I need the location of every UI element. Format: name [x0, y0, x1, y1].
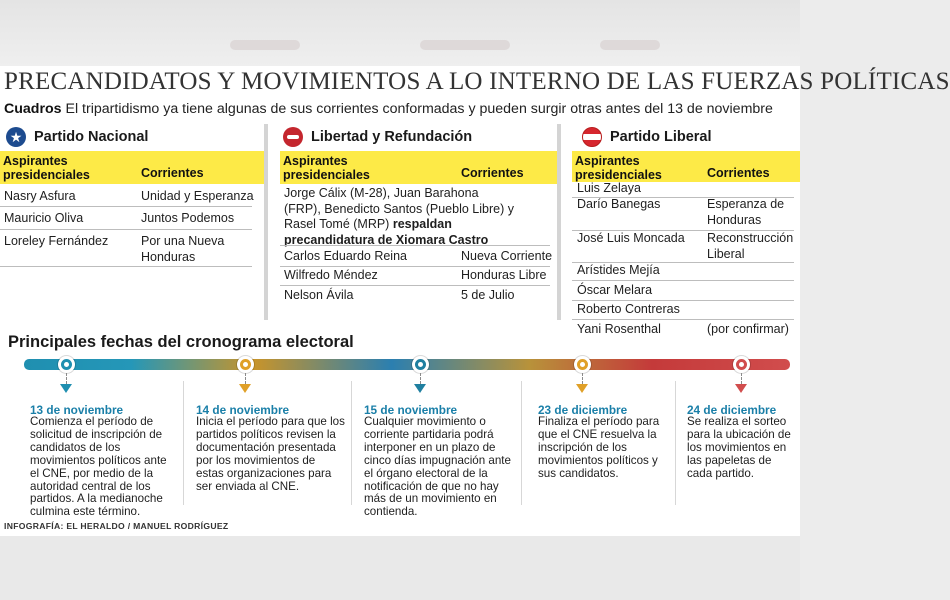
timeline-title: Principales fechas del cronograma electoral [8, 333, 354, 351]
row-divider [280, 245, 550, 246]
event-separator [521, 381, 522, 505]
row-divider [0, 229, 252, 230]
column-separator [264, 124, 268, 320]
row-divider [280, 266, 550, 267]
row-divider [572, 300, 794, 301]
aspirant-name: Yani Rosenthal [577, 322, 661, 336]
corriente-name: (por confirmar) [707, 322, 789, 336]
timeline-node [412, 356, 429, 373]
event-separator [183, 381, 184, 505]
corriente-name: Nueva Corriente [461, 249, 553, 263]
party-nacional-table-header [0, 151, 264, 184]
event-description: Se realiza el sorteo para la ubicación de los movimientos en las papeletas de cada partido. [687, 415, 791, 480]
party-nacional-name: Partido Nacional [34, 129, 149, 145]
timeline-node [237, 356, 254, 373]
liberal-flag-icon [582, 127, 602, 147]
subtitle-label: Cuadros [4, 101, 62, 117]
party-liberal-table-header [572, 151, 800, 182]
row-divider [280, 285, 550, 286]
aspirant-name: Wilfredo Méndez [284, 268, 378, 282]
infographic-subtitle [4, 101, 773, 117]
corriente-name: 5 de Julio [461, 288, 515, 302]
event-date: 15 de noviembre [364, 403, 458, 417]
party-liberal-header [582, 126, 712, 148]
column-separator [557, 124, 561, 320]
timeline-node [574, 356, 591, 373]
star-icon: ★ [6, 127, 26, 147]
aspirant-name: Mauricio Oliva [4, 211, 84, 225]
timeline-connector [245, 373, 246, 384]
party-nacional-header [6, 126, 148, 148]
row-divider [0, 266, 252, 267]
aspirant-name: José Luis Moncada [577, 231, 685, 245]
corriente-name: Honduras Libre [461, 268, 547, 282]
arrow-down-icon [414, 384, 426, 393]
corrientes-column-header: Corrientes [461, 166, 524, 180]
infographic-title: PRECANDIDATOS Y MOVIMIENTOS A LO INTERNO DE LAS FUERZAS POLÍTICAS [4, 68, 950, 95]
party-libre-header [283, 126, 472, 148]
event-separator [675, 381, 676, 505]
corriente-name: Unidad y Esperanza [141, 189, 254, 203]
arrow-down-icon [735, 384, 747, 393]
aspirant-name: Carlos Eduardo Reina [284, 249, 407, 263]
party-libre-table-header [280, 151, 557, 184]
infographic-credit: INFOGRAFÍA: EL HERALDO / MANUEL RODRÍGUEZ [4, 521, 229, 531]
event-date: 24 de diciembre [687, 403, 777, 417]
party-libre-name: Libertad y Refundación [311, 129, 473, 145]
event-description: Cualquier movimiento o corriente partidaria podrá interponer en un plazo de cinco días impugnación ante el órgano electoral de la notificación de que no hay más de un movimiento en contienda. [364, 415, 511, 519]
arrow-down-icon [576, 384, 588, 393]
arrow-down-icon [239, 384, 251, 393]
event-description: Comienza el período de solicitud de inscripción de candidatos de los movimientos políticos ante el CNE, por medio de la autoridad central de los partidos. A la medianoche culmina este término. [30, 415, 167, 519]
timeline-node [733, 356, 750, 373]
blurred-bottom-background [0, 536, 800, 600]
corriente-name: Juntos Podemos [141, 211, 235, 225]
row-divider [0, 206, 252, 207]
corrientes-column-header: Corrientes [141, 166, 204, 180]
aspirant-name: Luis Zelaya [577, 181, 641, 195]
corrientes-column-header: Corrientes [707, 166, 770, 180]
timeline-connector [66, 373, 67, 384]
coalition-note-text: Jorge Cálix (M-28), Juan Barahona (FRP), Benedicto Santos (Pueblo Libre) y Rasel Tomé (MRP) [284, 186, 514, 231]
aspirant-name: Darío Banegas [577, 197, 661, 211]
aspirant-name: Arístides Mejía [577, 263, 660, 277]
corriente-name: Por una Nueva Honduras [141, 234, 225, 264]
timeline-connector [420, 373, 421, 384]
corriente-name: Esperanza de Honduras [707, 197, 785, 227]
row-divider [572, 319, 794, 320]
timeline-connector [582, 373, 583, 384]
row-divider [572, 280, 794, 281]
aspirants-column-header: Aspirantes presidenciales [283, 154, 370, 182]
aspirants-column-header: Aspirantes presidenciales [3, 154, 90, 182]
event-description: Finaliza el período para que el CNE resuelva la inscripción de los movimientos políticos y sus candidatos. [538, 415, 660, 480]
event-separator [351, 381, 352, 505]
aspirants-column-header: Aspirantes presidenciales [575, 154, 662, 182]
libre-coalition-note [284, 186, 516, 248]
coalition-note-bold: respaldan precandidatura de Xiomara Castro [284, 217, 489, 247]
party-liberal-name: Partido Liberal [610, 129, 712, 145]
aspirant-name: Óscar Melara [577, 283, 653, 297]
timeline-connector [741, 373, 742, 384]
event-date: 13 de noviembre [30, 403, 124, 417]
libre-logo-icon [283, 127, 303, 147]
arrow-down-icon [60, 384, 72, 393]
corriente-name: Reconstrucción Liberal [707, 231, 794, 261]
event-date: 14 de noviembre [196, 403, 290, 417]
blurred-top-background [0, 0, 800, 66]
event-description: Inicia el período para que los partidos políticos revisen la documentación presentada por los movimientos de estas organizaciones para ser enviada al CNE. [196, 415, 345, 493]
aspirant-name: Nelson Ávila [284, 288, 354, 302]
subtitle-text: El tripartidismo ya tiene algunas de sus corrientes conformadas y pueden surgir otras antes del 13 de noviembre [65, 101, 773, 117]
timeline-node [58, 356, 75, 373]
event-date: 23 de diciembre [538, 403, 628, 417]
aspirant-name: Nasry Asfura [4, 189, 76, 203]
aspirant-name: Roberto Contreras [577, 302, 680, 316]
timeline-bar [24, 359, 790, 370]
aspirant-name: Loreley Fernández [4, 234, 109, 248]
